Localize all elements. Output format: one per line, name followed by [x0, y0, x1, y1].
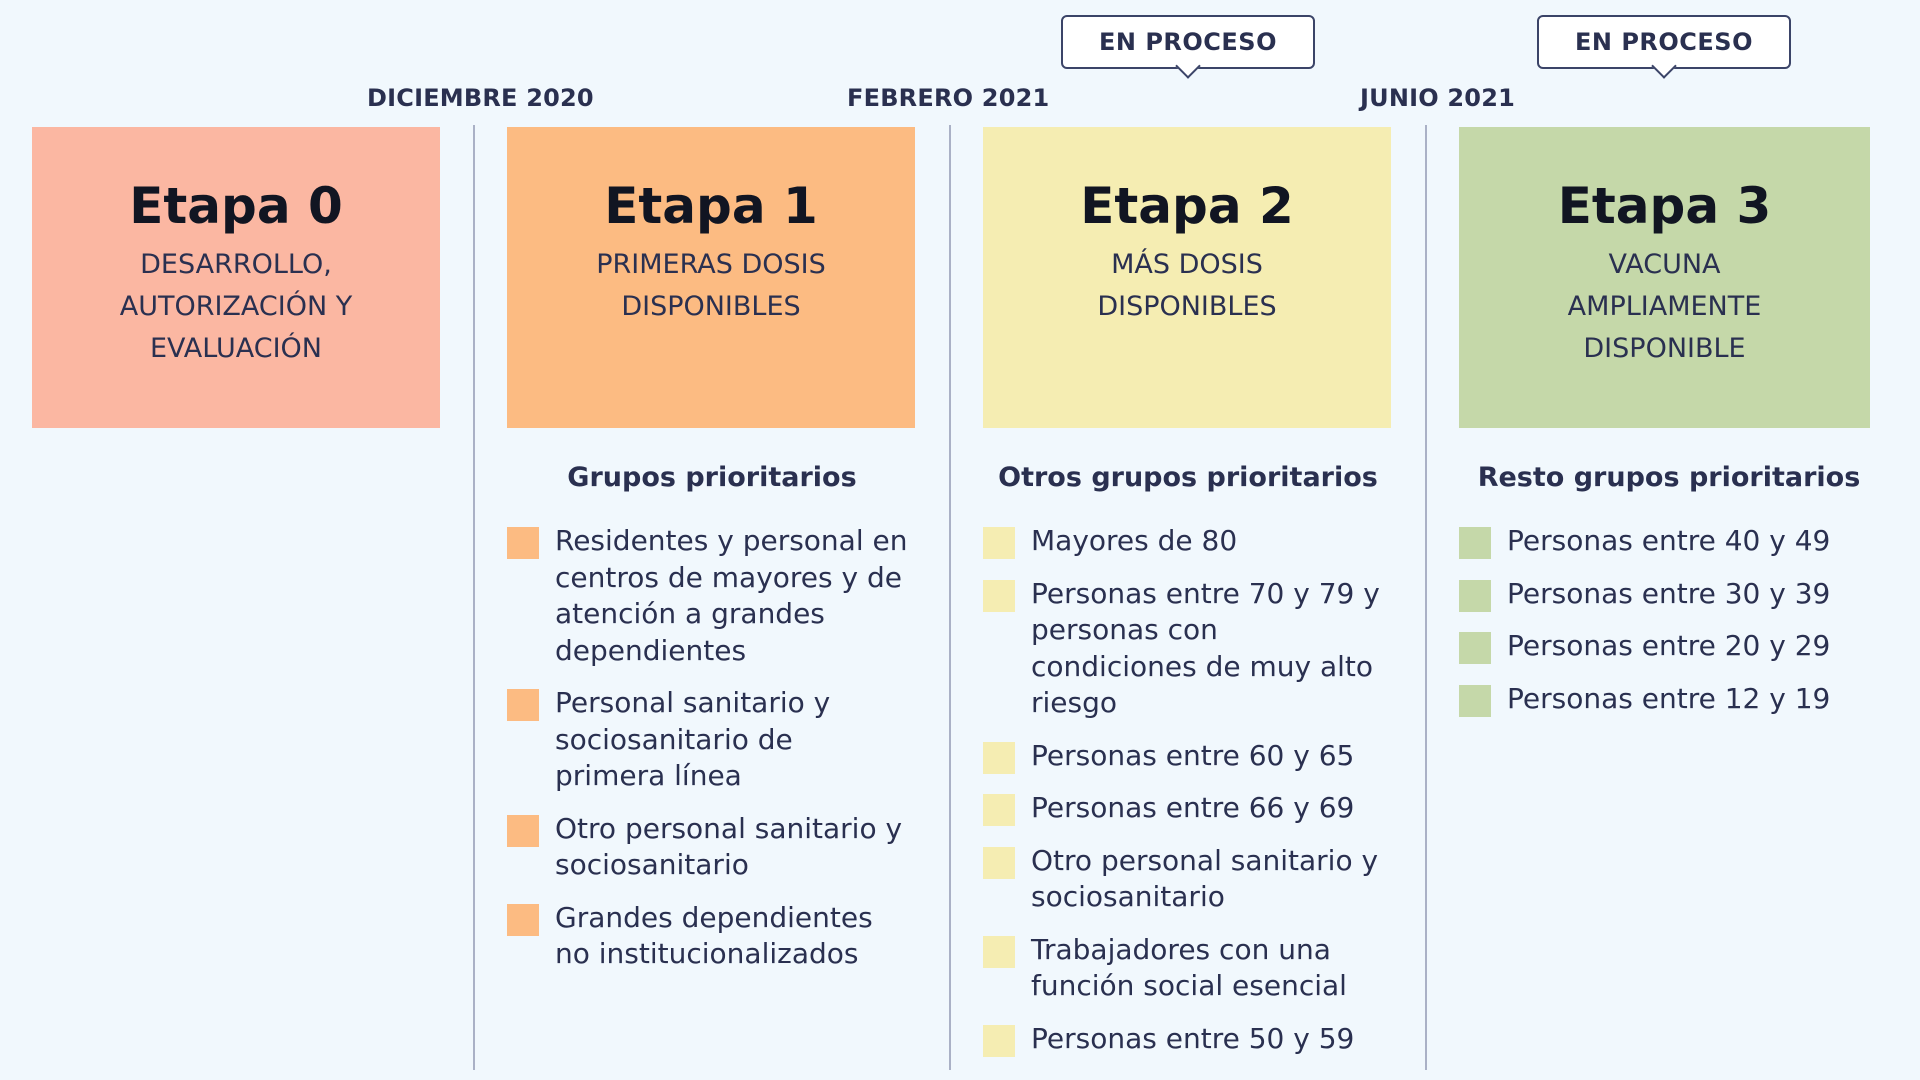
list-item-text: Personas entre 50 y 59 — [1031, 1021, 1355, 1055]
list-item — [983, 576, 1393, 722]
list-item-text: Residentes y personal en centros de mayores y de atención a grandes dependientes — [555, 524, 908, 667]
yellow-square-icon — [983, 794, 1015, 826]
timeline-divider — [949, 125, 951, 1070]
list-item-text: Mayores de 80 — [1031, 524, 1238, 557]
list-item-text: Grandes dependientes no institucionalizados — [555, 900, 873, 970]
group-list — [507, 523, 917, 973]
green-square-icon — [1459, 580, 1491, 612]
list-item-text: Personal sanitario y sociosanitario de primera línea — [555, 686, 831, 792]
timeline-divider — [1425, 125, 1427, 1070]
list-item — [983, 843, 1393, 916]
list-item — [507, 811, 917, 884]
stage-1-groups — [507, 462, 917, 989]
green-square-icon — [1459, 632, 1491, 664]
date-label-jun-2021: JUNIO 2021 — [1360, 84, 1515, 112]
orange-square-icon — [507, 689, 539, 721]
list-item — [507, 900, 917, 973]
list-item — [507, 523, 917, 669]
group-list — [1459, 523, 1879, 717]
yellow-square-icon — [983, 527, 1015, 559]
orange-square-icon — [507, 527, 539, 559]
yellow-square-icon — [983, 580, 1015, 612]
list-item-text: Personas entre 66 y 69 — [1031, 791, 1355, 824]
list-item-text: Otro personal sanitario y sociosanitario — [1031, 843, 1379, 913]
list-item-text: Personas entre 30 y 39 — [1507, 576, 1831, 610]
list-item-text: Personas entre 40 y 49 — [1507, 524, 1831, 557]
stage-title: Etapa 0 — [129, 177, 343, 235]
stage-title: Etapa 2 — [1080, 177, 1294, 235]
green-square-icon — [1459, 527, 1491, 559]
list-item-text: Otro personal sanitario y sociosanitario — [555, 811, 903, 881]
stage-subtitle: VACUNA AMPLIAMENTE DISPONIBLE — [1567, 249, 1762, 364]
orange-square-icon — [507, 904, 539, 936]
date-label-dec-2020: DICIEMBRE 2020 — [367, 84, 594, 112]
date-label-feb-2021: FEBRERO 2021 — [847, 84, 1050, 112]
list-item — [983, 932, 1393, 1005]
green-square-icon — [1459, 685, 1491, 717]
orange-square-icon — [507, 815, 539, 847]
list-item — [1459, 523, 1879, 560]
stage-2-groups — [983, 462, 1393, 1073]
list-item — [1459, 681, 1879, 718]
list-item — [1459, 576, 1879, 613]
stage-3-groups — [1459, 462, 1879, 733]
yellow-square-icon — [983, 936, 1015, 968]
stage-0-box — [32, 127, 440, 428]
stage-1-box — [507, 127, 915, 428]
yellow-square-icon — [983, 742, 1015, 774]
stage-title: Etapa 3 — [1557, 177, 1772, 235]
list-item-text: Personas entre 60 y 65 — [1031, 738, 1355, 772]
group-list — [983, 523, 1393, 1057]
group-heading: Resto grupos prioritarios — [1477, 462, 1861, 493]
list-item — [983, 523, 1393, 560]
stage-3-box — [1459, 127, 1870, 428]
list-item — [1459, 628, 1879, 665]
list-item — [983, 738, 1393, 775]
stage-subtitle: DESARROLLO, AUTORIZACIÓN Y EVALUACIÓN — [119, 249, 353, 364]
stage-subtitle: PRIMERAS DOSIS DISPONIBLES — [596, 249, 826, 322]
list-item — [507, 685, 917, 795]
group-heading: Otros grupos prioritarios — [998, 462, 1378, 493]
list-item-text: Personas entre 70 y 79 y personas con condiciones de muy alto riesgo — [1031, 576, 1380, 719]
list-item — [983, 790, 1393, 827]
list-item — [983, 1021, 1393, 1058]
list-item-text: Personas entre 20 y 29 — [1507, 629, 1831, 662]
timeline-divider — [473, 125, 475, 1070]
yellow-square-icon — [983, 1025, 1015, 1057]
stage-title: Etapa 1 — [604, 177, 818, 235]
group-heading: Grupos prioritarios — [567, 462, 857, 493]
list-item-text: Personas entre 12 y 19 — [1507, 681, 1831, 715]
in-progress-callout-stage-3: EN PROCESO — [1537, 15, 1791, 69]
list-item-text: Trabajadores con una función social esencial — [1031, 932, 1347, 1002]
yellow-square-icon — [983, 847, 1015, 879]
stage-2-box — [983, 127, 1391, 428]
in-progress-callout-stage-2: EN PROCESO — [1061, 15, 1315, 69]
stage-subtitle: MÁS DOSIS DISPONIBLES — [1097, 249, 1277, 322]
